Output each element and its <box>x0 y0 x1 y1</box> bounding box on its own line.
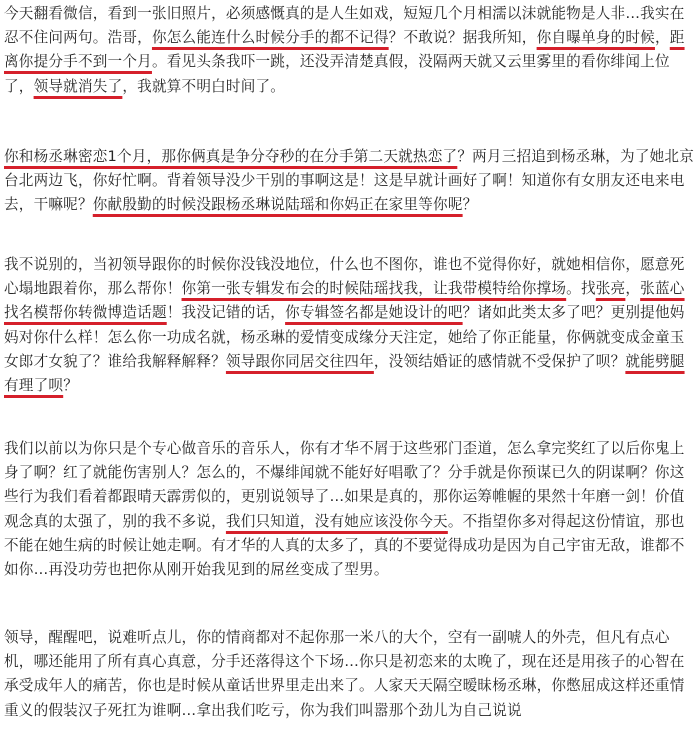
text-segment: ？不敢说？据我所知， <box>388 29 537 47</box>
text-segment: ？诸如此类太多了吧？更别提他妈妈对你什么样！怎么你一功成名就，杨丞琳的爱情变成缘分天注定，她给了你正能量，你俩就变成金童玉女郎才女貌了？谁给我解释解释？ <box>4 304 685 370</box>
paragraph-4 <box>4 437 696 582</box>
highlighted-text: 你献殷勤的时候没跟杨丞琳说陆瑶和你妈正在家里等你呢 <box>92 196 463 214</box>
text-segment: ， <box>625 280 641 298</box>
text-segment: ， <box>654 29 670 47</box>
highlighted-text: 距离你提分手不到一个月 <box>4 29 685 71</box>
paragraph-1 <box>4 2 696 99</box>
highlighted-text: 你自曝单身的时候 <box>536 29 655 47</box>
text-segment: 。不指望你多对得起这份情谊，那也不能在她生病的时候让她走啊。有才华的人真的太多了，真的不要觉得成功是因为自己宇宙无敌，谁都不如你…再没功劳也把你从刚开始我见到的屌丝变成了型男。 <box>4 512 685 579</box>
text-segment: ？两月三招追到杨丞琳，为了她北京台北两边飞，你好忙啊。背着领导没少干别的事啊这是！这是早就计画好了啊！知道你有女朋友还电来电去，干嘛呢？ <box>4 148 695 214</box>
text-segment: ？ <box>63 377 78 395</box>
paragraph-2 <box>4 145 696 218</box>
highlighted-text: 就能劈腿有理了呗 <box>4 352 685 395</box>
paragraph-5 <box>4 626 696 723</box>
highlighted-text: 我们只知道，没有她应该没你今天 <box>225 512 448 530</box>
text-segment: 领导，醒醒吧，说难听点儿，你的情商都对不起你那一米八的大个，空有一副唬人的外壳，但凡有点心机，哪还能用了所有真心真意，分手还落得这个下场…你只是初恋来的太晚了，现在还是用孩子的心智在承受成年人的痛苦，你也是时候从童话世界里走出来了。人家天天隔空暧昧杨丞琳，你憋屈成这样还重情重义的假装汉子死扛为谁啊…拿出我们吃亏，你为我们叫嚣那个劲儿为自己说说 <box>4 629 685 719</box>
highlighted-text: 你怎么能连什么时候分手的都不记得 <box>151 29 389 47</box>
paragraph-3 <box>4 253 696 398</box>
highlighted-text: 你第一张专辑发布会的时候陆瑶找我，让我带模特给你撑场 <box>181 280 567 298</box>
text-segment: 今天翻看微信，看到一张旧照片，必须感慨真的是人生如戏，短短几个月相濡以沫就能物是人非…我实在忍不住问两句。浩哥， <box>4 5 685 47</box>
text-segment: ，没领结婚证的感情就不受保护了呗？ <box>373 352 626 370</box>
text-segment: 我不说别的，当初领导跟你的时候你没钱没地位，什么也不图你，谁也不觉得你好，就她相信你，愿意死心塌地跟着你，那么帮你！ <box>4 256 685 298</box>
highlighted-text: 领导跟你同居交往四年 <box>225 352 374 370</box>
text-segment: 我们以前以为你只是个专心做音乐的音乐人，你有才华不屑于这些邪门歪道，怎么拿完奖红了以后你鬼上身了啊？红了就能伤害别人？怎么的，不爆绯闻就不能好好唱歌了？分手就是你预谋已久的阴谋啊？你这些行为我们看着都跟晴天霹雳似的，更别说领导了…如果是真的，那你运筹帷幄的果然十年磨一剑！价值观念真的太强了，别的我不多说， <box>4 440 685 530</box>
text-segment: ？ <box>462 196 478 214</box>
highlighted-text: 领导就消失了 <box>33 77 123 95</box>
text-segment: ，我就算不明白时间了。 <box>122 77 286 95</box>
text-segment: ！我没记错的话， <box>166 304 286 322</box>
highlighted-text: 你专辑签名都是她设计的吧 <box>285 304 463 322</box>
highlighted-text: 你和杨丞琳密恋1个月，那你俩真是争分夺秒的在分手第二天就热恋了 <box>4 148 458 165</box>
highlighted-text: 张蓝心找名模帮你转微博造话题 <box>4 280 685 322</box>
text-segment: 。看见头条我吓一跳，还没弄清楚真假，没隔两天就又云里雾里的看你绯闻上位了， <box>4 53 670 95</box>
highlighted-text: 张亮 <box>595 280 626 298</box>
text-segment: 。找 <box>566 280 596 298</box>
